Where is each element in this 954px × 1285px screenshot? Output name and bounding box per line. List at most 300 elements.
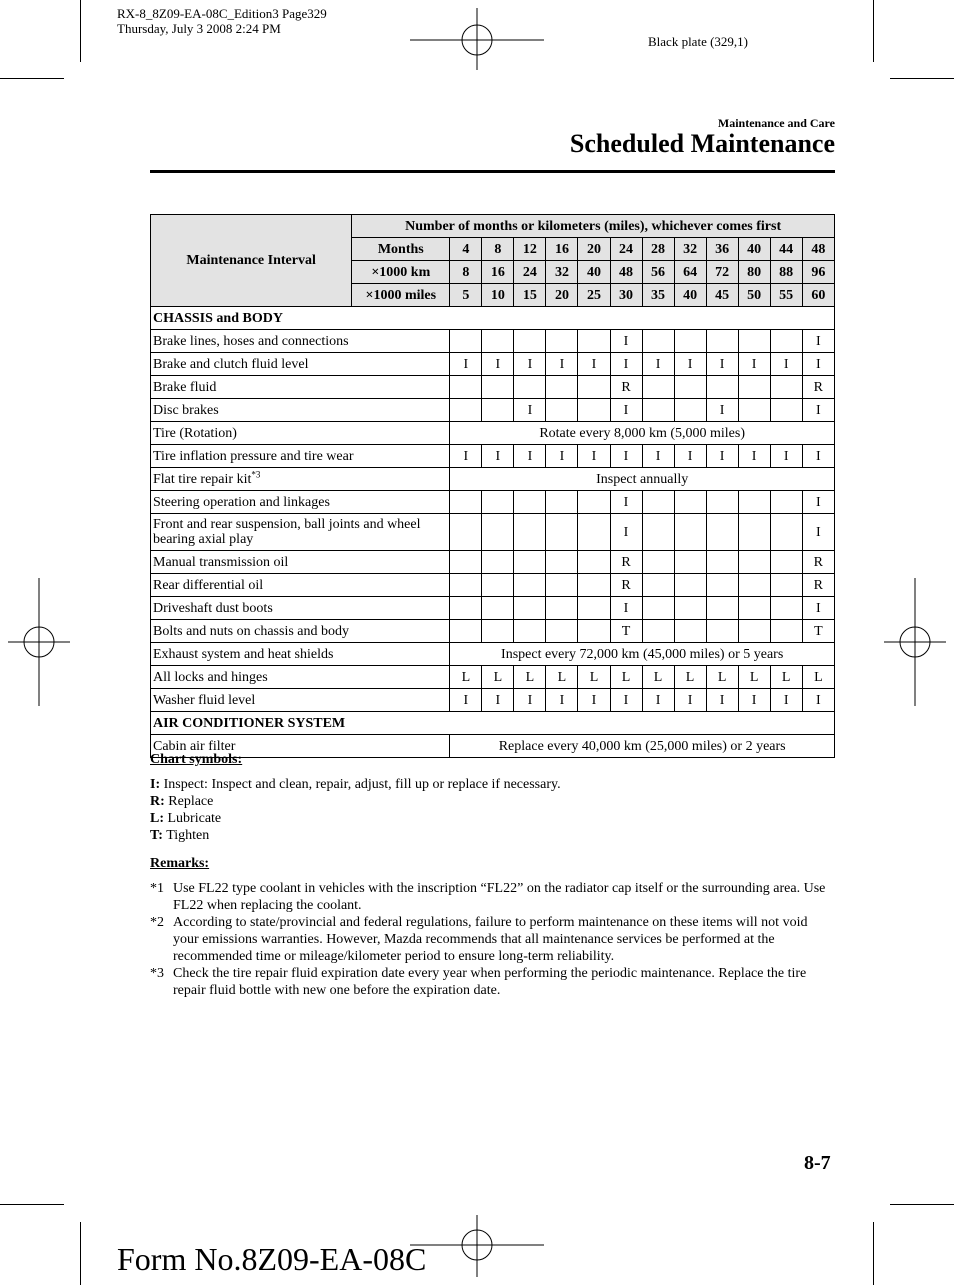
item-label	[151, 574, 450, 597]
item-cell	[706, 551, 738, 574]
item-cell: I	[546, 689, 578, 712]
item-cell: I	[610, 491, 642, 514]
item-cell	[578, 514, 610, 551]
remark-text: Check the tire repair fluid expiration date every year when performing the periodic maintenance. Replace the tire repair fluid bottle with new one before the expiration date.	[173, 966, 807, 998]
interval-value: 32	[674, 238, 706, 261]
item-cell	[642, 491, 674, 514]
item-cell	[514, 330, 546, 353]
item-cell	[642, 514, 674, 551]
item-label	[151, 330, 450, 353]
item-cell: I	[514, 689, 546, 712]
item-cell	[706, 330, 738, 353]
item-cell: L	[802, 666, 834, 689]
item-cell	[578, 491, 610, 514]
item-cell	[578, 330, 610, 353]
item-cell: I	[770, 353, 802, 376]
item-label	[151, 399, 450, 422]
item-cell	[514, 514, 546, 551]
item-cell	[706, 574, 738, 597]
table-row	[151, 445, 835, 468]
item-label-text: Steering operation and linkages	[153, 494, 330, 510]
item-cell	[546, 514, 578, 551]
table-row	[151, 574, 835, 597]
item-cell: L	[642, 666, 674, 689]
table-row	[151, 468, 835, 491]
section-label: Maintenance and Care	[717, 116, 835, 130]
item-cell	[738, 620, 770, 643]
item-cell	[738, 399, 770, 422]
plate-label: Black plate (329,1)	[648, 34, 748, 49]
symbol-item	[150, 810, 835, 827]
interval-value: 45	[706, 284, 738, 307]
form-number: Form No.8Z09-EA-08C	[117, 1241, 427, 1277]
table-row	[151, 597, 835, 620]
item-cell: I	[706, 353, 738, 376]
interval-value: 8	[450, 261, 482, 284]
item-cell	[482, 620, 514, 643]
item-cell: L	[482, 666, 514, 689]
item-label-text: Washer fluid level	[153, 692, 256, 708]
item-label-text: Bolts and nuts on chassis and body	[153, 623, 349, 639]
item-cell	[546, 491, 578, 514]
date-line: Thursday, July 3 2008 2:24 PM	[117, 21, 281, 36]
item-cell: I	[578, 689, 610, 712]
item-cell	[770, 574, 802, 597]
item-cell: L	[610, 666, 642, 689]
item-label	[151, 689, 450, 712]
item-cell	[482, 376, 514, 399]
item-cell: L	[706, 666, 738, 689]
item-label-text: Driveshaft dust boots	[153, 600, 273, 616]
item-label-text: Tire (Rotation)	[153, 425, 237, 441]
symbol-key: T:	[150, 828, 163, 843]
item-cell	[642, 376, 674, 399]
item-cell	[674, 574, 706, 597]
item-label-text: Manual transmission oil	[153, 554, 289, 570]
file-info	[117, 6, 327, 36]
interval-label-km: ×1000 km	[352, 261, 450, 284]
item-cell: I	[802, 514, 834, 551]
item-cell: I	[610, 689, 642, 712]
item-cell	[642, 574, 674, 597]
interval-value: 80	[738, 261, 770, 284]
item-cell	[578, 574, 610, 597]
symbol-key: L:	[150, 811, 164, 826]
remark-item	[150, 965, 835, 999]
item-cell: I	[514, 445, 546, 468]
item-interval-note: Replace every 40,000 km (25,000 miles) or 2 years	[450, 735, 835, 758]
item-interval-note: Inspect every 72,000 km (45,000 miles) or 5 years	[450, 643, 835, 666]
item-cell: I	[610, 514, 642, 551]
item-cell: I	[450, 353, 482, 376]
item-label	[151, 666, 450, 689]
symbol-key: R:	[150, 794, 165, 809]
item-cell: R	[610, 574, 642, 597]
interval-value: 10	[482, 284, 514, 307]
item-cell	[706, 597, 738, 620]
item-cell	[674, 376, 706, 399]
chart-symbols-heading: Chart symbols:	[150, 752, 243, 767]
item-cell	[450, 597, 482, 620]
table-row	[151, 689, 835, 712]
interval-value: 88	[770, 261, 802, 284]
item-cell	[546, 551, 578, 574]
crop-mark	[80, 0, 81, 62]
item-label	[151, 491, 450, 514]
item-cell	[578, 620, 610, 643]
item-label	[151, 468, 450, 491]
item-cell: I	[738, 689, 770, 712]
item-cell	[674, 491, 706, 514]
symbol-text: Inspect: Inspect and clean, repair, adjust, fill up or replace if necessary.	[160, 777, 561, 792]
interval-value: 30	[610, 284, 642, 307]
item-cell	[770, 514, 802, 551]
item-cell: L	[674, 666, 706, 689]
item-cell: R	[610, 551, 642, 574]
interval-value: 5	[450, 284, 482, 307]
item-cell	[642, 597, 674, 620]
table-row	[151, 643, 835, 666]
symbol-text: Tighten	[162, 828, 210, 843]
item-cell	[546, 620, 578, 643]
item-cell: R	[802, 574, 834, 597]
title-rule	[150, 170, 835, 173]
item-cell	[482, 597, 514, 620]
table-row	[151, 666, 835, 689]
item-cell	[738, 574, 770, 597]
item-cell: I	[610, 597, 642, 620]
item-cell: I	[610, 445, 642, 468]
item-cell: R	[802, 376, 834, 399]
item-cell	[482, 574, 514, 597]
registration-mark-left	[8, 578, 70, 706]
item-label	[151, 376, 450, 399]
table-row	[151, 551, 835, 574]
item-cell	[482, 330, 514, 353]
chart-symbols	[150, 751, 835, 844]
interval-value: 40	[738, 238, 770, 261]
symbol-text: Lubricate	[164, 811, 222, 826]
item-cell	[738, 597, 770, 620]
item-interval-note: Inspect annually	[450, 468, 835, 491]
section-chassis-body-label: CHASSIS and BODY	[151, 307, 835, 330]
item-cell	[738, 514, 770, 551]
item-cell: L	[450, 666, 482, 689]
item-cell: I	[706, 689, 738, 712]
item-cell: I	[802, 445, 834, 468]
interval-value: 50	[738, 284, 770, 307]
item-cell	[738, 551, 770, 574]
interval-value: 48	[610, 261, 642, 284]
interval-value: 56	[642, 261, 674, 284]
page-title: Scheduled Maintenance	[569, 129, 835, 158]
interval-value: 25	[578, 284, 610, 307]
item-label	[151, 597, 450, 620]
item-label	[151, 445, 450, 468]
item-cell: I	[546, 445, 578, 468]
item-cell	[642, 551, 674, 574]
table-row	[151, 620, 835, 643]
item-cell: I	[802, 399, 834, 422]
item-cell: I	[802, 689, 834, 712]
item-cell	[482, 399, 514, 422]
remarks	[150, 855, 835, 999]
item-cell: I	[642, 689, 674, 712]
item-label	[151, 422, 450, 445]
interval-value: 15	[514, 284, 546, 307]
item-cell	[770, 399, 802, 422]
item-cell: I	[706, 445, 738, 468]
item-cell	[482, 491, 514, 514]
item-cell	[706, 491, 738, 514]
crop-mark	[873, 1222, 874, 1285]
item-cell	[674, 399, 706, 422]
remark-text: According to state/provincial and federal regulations, failure to perform maintenance on these items will not void your emissions warranties. However, Mazda recommends that all maintenance services be performed at the recommended time or mileage/kilometer period to ensure long-term reliability.	[173, 915, 808, 964]
item-cell	[738, 491, 770, 514]
remark-number: *1	[150, 881, 164, 896]
section-chassis-body	[151, 307, 835, 330]
registration-mark-top	[410, 8, 544, 70]
item-cell: L	[546, 666, 578, 689]
item-cell: L	[578, 666, 610, 689]
item-label-text: Cabin air filter	[153, 738, 236, 754]
item-label	[151, 643, 450, 666]
item-cell	[706, 376, 738, 399]
interval-value: 96	[802, 261, 834, 284]
item-label-text: Exhaust system and heat shields	[153, 646, 334, 662]
item-cell: I	[450, 689, 482, 712]
item-cell: I	[674, 689, 706, 712]
crop-mark	[0, 78, 64, 79]
item-label	[151, 514, 450, 551]
symbol-item	[150, 793, 835, 810]
item-cell: I	[610, 330, 642, 353]
remark-item	[150, 880, 835, 914]
item-cell: R	[610, 376, 642, 399]
item-cell	[450, 551, 482, 574]
item-cell	[770, 551, 802, 574]
item-label-text: Rear differential oil	[153, 577, 264, 593]
item-cell	[450, 574, 482, 597]
item-label-text: Disc brakes	[153, 402, 219, 418]
registration-mark-right	[884, 578, 946, 706]
item-cell	[450, 330, 482, 353]
remark-text: Use FL22 type coolant in vehicles with the inscription “FL22” on the radiator cap itself or the surrounding area. Use FL22 when replacing the coolant.	[173, 881, 826, 913]
maintenance-schedule-table	[150, 214, 835, 758]
item-label-text: Front and rear suspension, ball joints and wheel bearing axial play	[153, 517, 421, 547]
section-air-conditioner-label: AIR CONDITIONER SYSTEM	[151, 712, 835, 735]
item-cell: I	[482, 689, 514, 712]
item-cell	[450, 491, 482, 514]
item-cell: I	[642, 445, 674, 468]
item-cell	[546, 330, 578, 353]
interval-value: 40	[674, 284, 706, 307]
item-cell	[706, 620, 738, 643]
item-cell	[706, 514, 738, 551]
item-cell	[674, 330, 706, 353]
item-cell	[674, 620, 706, 643]
crop-mark	[873, 0, 874, 62]
crop-mark	[890, 78, 954, 79]
interval-label-months: Months	[352, 238, 450, 261]
interval-value: 72	[706, 261, 738, 284]
registration-mark-bottom	[410, 1215, 544, 1277]
interval-value: 16	[482, 261, 514, 284]
item-cell: I	[674, 353, 706, 376]
item-cell	[674, 597, 706, 620]
remarks-heading: Remarks:	[150, 856, 210, 871]
item-cell: I	[738, 353, 770, 376]
interval-value: 4	[450, 238, 482, 261]
item-label	[151, 620, 450, 643]
item-cell: I	[450, 445, 482, 468]
item-cell: T	[802, 620, 834, 643]
table-row	[151, 422, 835, 445]
item-cell	[578, 597, 610, 620]
item-cell	[578, 551, 610, 574]
item-label-text: Brake lines, hoses and connections	[153, 333, 349, 349]
item-cell: I	[770, 445, 802, 468]
item-interval-note: Rotate every 8,000 km (5,000 miles)	[450, 422, 835, 445]
item-label	[151, 353, 450, 376]
interval-value: 48	[802, 238, 834, 261]
item-cell	[546, 574, 578, 597]
table-row	[151, 376, 835, 399]
item-cell: I	[706, 399, 738, 422]
interval-value: 20	[578, 238, 610, 261]
item-cell: L	[770, 666, 802, 689]
item-cell: I	[802, 597, 834, 620]
item-cell: I	[482, 353, 514, 376]
item-cell	[450, 399, 482, 422]
item-cell	[642, 399, 674, 422]
item-cell	[482, 514, 514, 551]
interval-value: 44	[770, 238, 802, 261]
item-cell: I	[546, 353, 578, 376]
item-cell: I	[674, 445, 706, 468]
item-label-text: Tire inflation pressure and tire wear	[153, 448, 354, 464]
item-label-text: Brake fluid	[153, 379, 217, 395]
interval-value: 8	[482, 238, 514, 261]
remark-number: *3	[150, 966, 164, 981]
remark-item	[150, 914, 835, 965]
interval-value: 55	[770, 284, 802, 307]
interval-value: 24	[514, 261, 546, 284]
table-row	[151, 399, 835, 422]
item-cell	[642, 330, 674, 353]
item-cell	[514, 620, 546, 643]
symbol-item	[150, 827, 835, 844]
item-cell	[770, 330, 802, 353]
interval-value: 32	[546, 261, 578, 284]
table-row	[151, 491, 835, 514]
page-number: 8-7	[804, 1152, 831, 1174]
item-cell: I	[482, 445, 514, 468]
table-row	[151, 353, 835, 376]
interval-value: 35	[642, 284, 674, 307]
item-cell	[642, 620, 674, 643]
item-cell: I	[802, 491, 834, 514]
interval-header: Maintenance Interval	[151, 215, 352, 307]
item-cell	[770, 376, 802, 399]
item-cell	[514, 376, 546, 399]
item-cell	[578, 376, 610, 399]
item-cell: I	[802, 353, 834, 376]
item-cell: L	[738, 666, 770, 689]
item-cell: I	[610, 353, 642, 376]
interval-label-miles: ×1000 miles	[352, 284, 450, 307]
item-cell: I	[610, 399, 642, 422]
item-cell: I	[802, 330, 834, 353]
interval-value: 64	[674, 261, 706, 284]
item-cell: T	[610, 620, 642, 643]
symbol-item	[150, 776, 835, 793]
interval-value: 24	[610, 238, 642, 261]
section-air-conditioner	[151, 712, 835, 735]
item-label-text: All locks and hinges	[153, 669, 268, 685]
item-cell	[450, 620, 482, 643]
item-label	[151, 551, 450, 574]
remark-number: *2	[150, 915, 164, 930]
item-cell	[770, 597, 802, 620]
item-cell	[514, 574, 546, 597]
interval-value: 36	[706, 238, 738, 261]
item-cell	[738, 330, 770, 353]
item-cell: I	[514, 353, 546, 376]
item-cell	[770, 620, 802, 643]
item-cell	[546, 597, 578, 620]
table-row	[151, 514, 835, 551]
item-cell: I	[738, 445, 770, 468]
item-cell	[546, 376, 578, 399]
interval-value: 28	[642, 238, 674, 261]
item-cell	[482, 551, 514, 574]
item-cell	[546, 399, 578, 422]
crop-mark	[80, 1222, 81, 1285]
item-cell: I	[514, 399, 546, 422]
item-cell	[770, 491, 802, 514]
table-header-row	[151, 215, 835, 238]
interval-value: 40	[578, 261, 610, 284]
item-cell	[578, 399, 610, 422]
item-cell: L	[514, 666, 546, 689]
item-cell: I	[578, 445, 610, 468]
table-row	[151, 330, 835, 353]
item-label-text: Brake and clutch fluid level	[153, 356, 309, 372]
interval-value: 16	[546, 238, 578, 261]
item-cell: R	[802, 551, 834, 574]
item-cell	[450, 376, 482, 399]
crop-mark	[0, 1204, 64, 1205]
item-cell	[514, 491, 546, 514]
item-label-text: Flat tire repair kit	[153, 471, 252, 487]
file-line: RX-8_8Z09-EA-08C_Edition3 Page329	[117, 6, 327, 21]
item-cell	[674, 551, 706, 574]
item-cell	[514, 597, 546, 620]
item-cell: I	[642, 353, 674, 376]
item-cell	[674, 514, 706, 551]
item-cell	[738, 376, 770, 399]
item-cell	[450, 514, 482, 551]
item-cell	[514, 551, 546, 574]
symbol-text: Replace	[164, 794, 214, 809]
interval-value: 20	[546, 284, 578, 307]
span-header: Number of months or kilometers (miles), whichever comes first	[352, 215, 835, 238]
crop-mark	[890, 1204, 954, 1205]
symbol-key: I:	[150, 777, 161, 792]
interval-value: 12	[514, 238, 546, 261]
footnote-ref: *3	[251, 468, 261, 479]
